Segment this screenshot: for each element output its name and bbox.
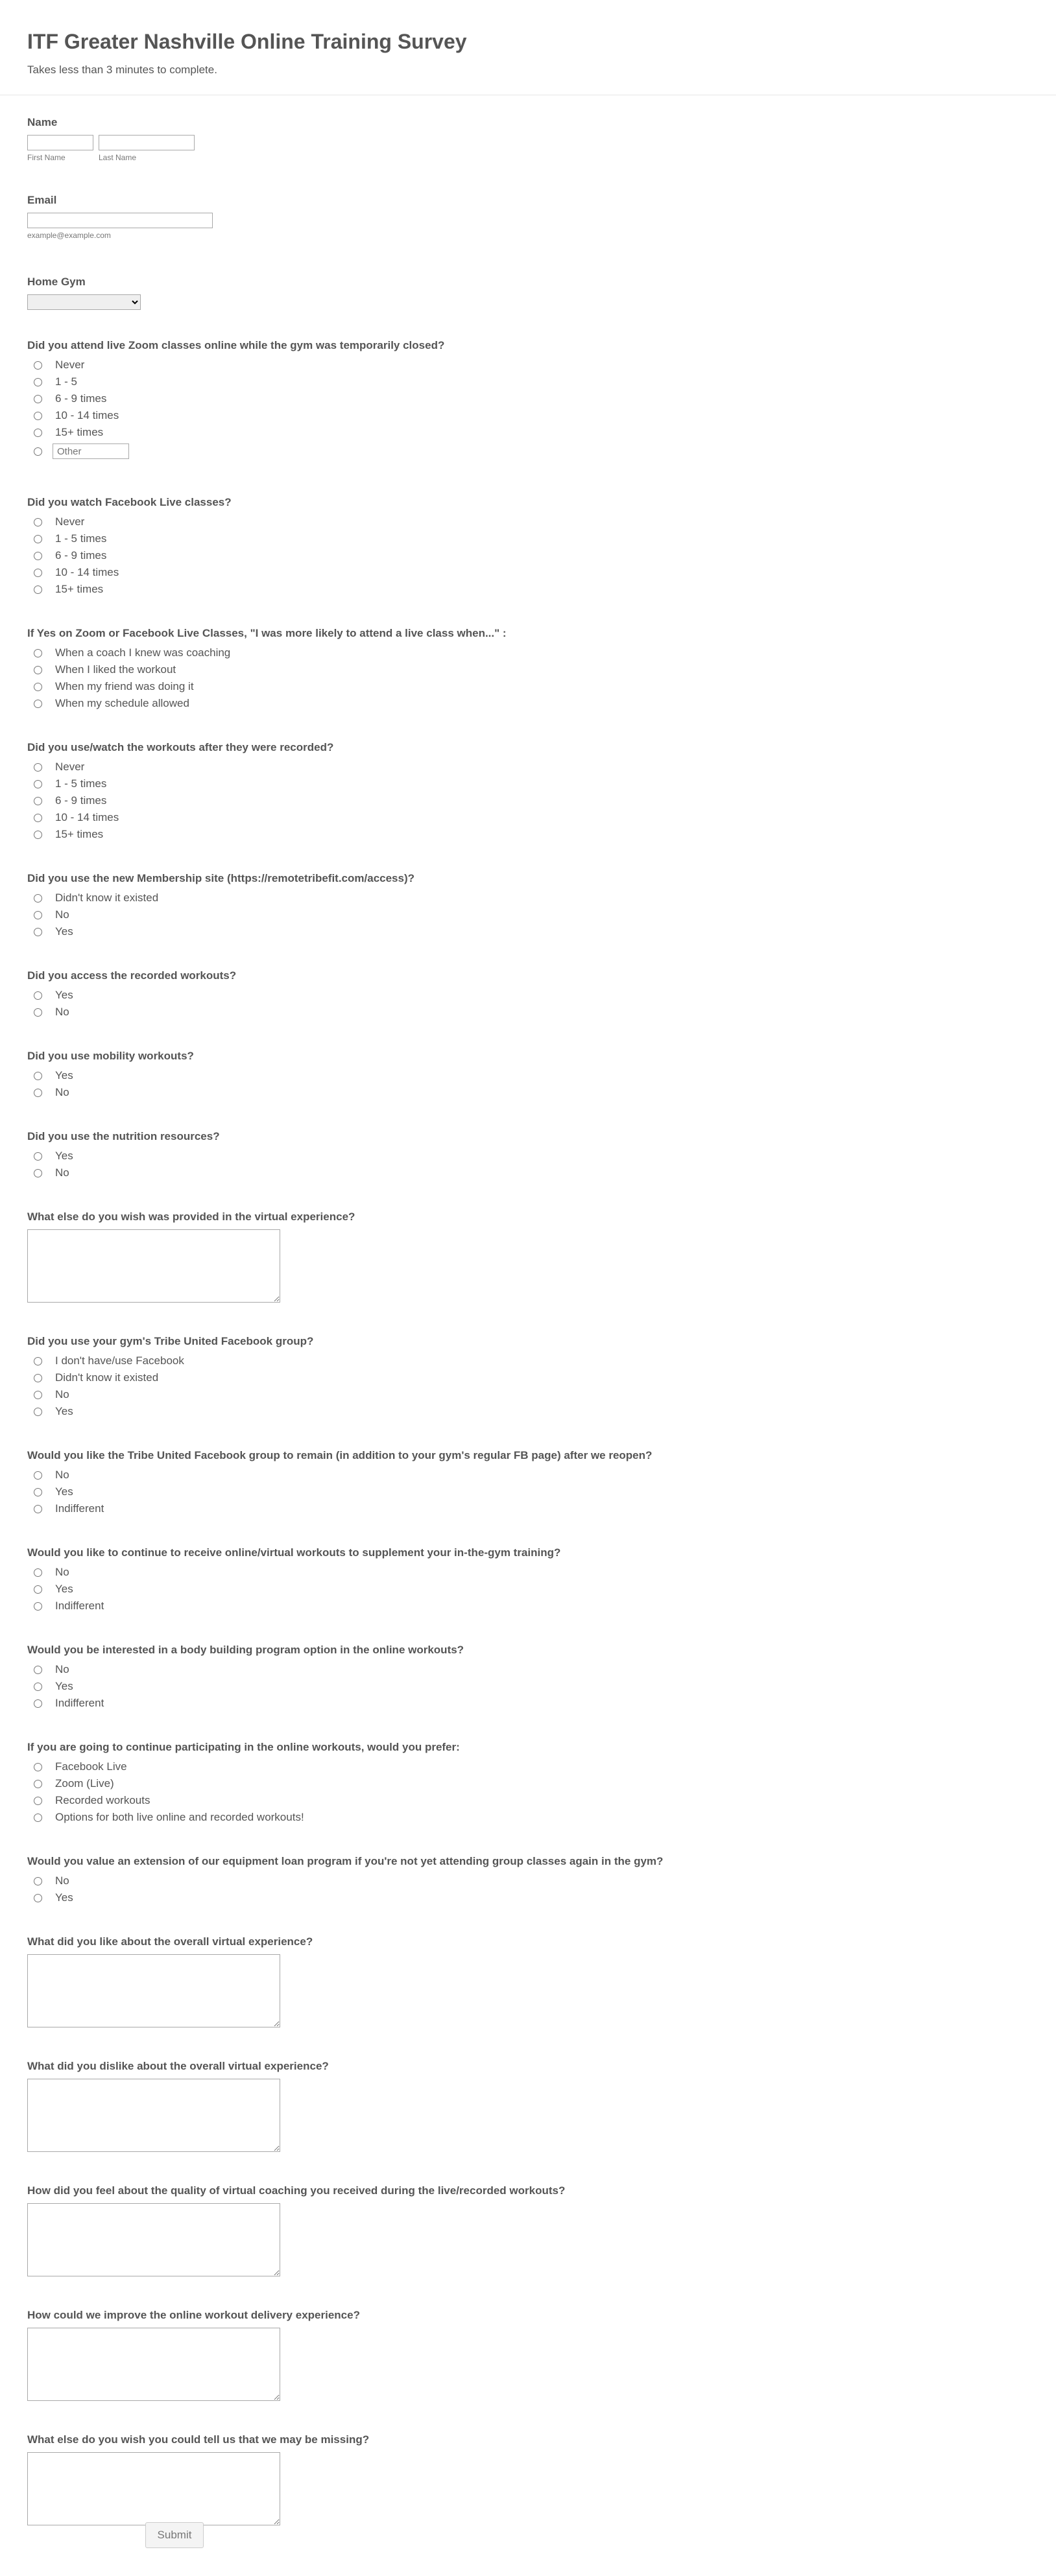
radio-option-label: Yes xyxy=(55,1680,73,1692)
radio-option[interactable] xyxy=(27,890,1026,906)
radio-option-label: When I liked the workout xyxy=(55,663,176,676)
radio-option[interactable] xyxy=(27,357,1026,373)
radio-option[interactable] xyxy=(27,826,1026,843)
radio-option-label: No xyxy=(55,1166,69,1179)
question-label: Did you use the new Membership site (https://remotetribefit.com/access)? xyxy=(27,872,415,884)
radio-button[interactable] xyxy=(34,763,42,772)
radio-option-label: 1 - 5 times xyxy=(55,532,107,545)
radio-button[interactable] xyxy=(34,780,42,788)
question-label: If you are going to continue participating in the online workouts, would you prefer: xyxy=(27,1741,460,1753)
radio-option-label: When a coach I knew was coaching xyxy=(55,646,231,659)
form-header xyxy=(27,29,1026,77)
radio-option[interactable] xyxy=(27,1775,1026,1792)
radio-option[interactable] xyxy=(27,1483,1026,1500)
radio-button[interactable] xyxy=(34,1072,42,1080)
radio-option[interactable] xyxy=(27,564,1026,581)
radio-option-label: Yes xyxy=(55,1485,73,1498)
radio-button[interactable] xyxy=(34,378,42,386)
name-field xyxy=(27,115,1026,162)
radio-option[interactable] xyxy=(27,1164,1026,1181)
radio-button[interactable] xyxy=(34,1357,42,1365)
radio-button[interactable] xyxy=(34,1683,42,1691)
page-title: ITF Greater Nashville Online Training Survey xyxy=(27,30,467,53)
radio-option[interactable] xyxy=(27,1467,1026,1483)
radio-button[interactable] xyxy=(34,894,42,903)
radio-button[interactable] xyxy=(34,1471,42,1480)
radio-option[interactable] xyxy=(27,514,1026,530)
radio-button[interactable] xyxy=(34,1089,42,1097)
radio-option[interactable] xyxy=(27,1004,1026,1021)
radio-option[interactable] xyxy=(27,1353,1026,1369)
coaching-quality-textarea[interactable] xyxy=(27,2203,280,2276)
radio-button[interactable] xyxy=(34,1666,42,1674)
radio-option[interactable] xyxy=(27,1369,1026,1386)
radio-option[interactable] xyxy=(27,1386,1026,1403)
radio-option[interactable] xyxy=(27,424,1026,441)
radio-option-label: No xyxy=(55,1874,69,1887)
radio-option-label: 10 - 14 times xyxy=(55,811,119,823)
radio-option-label: Never xyxy=(55,761,85,773)
question-label: What else do you wish was provided in the virtual experience? xyxy=(27,1211,355,1223)
question-label: Did you watch Facebook Live classes? xyxy=(27,496,232,508)
last-name-input[interactable] xyxy=(99,135,195,150)
question-group-remain xyxy=(27,1448,1026,1517)
question-body-building xyxy=(27,1643,1026,1712)
radio-button[interactable] xyxy=(34,666,42,674)
radio-button[interactable] xyxy=(34,1169,42,1177)
radio-option-label: I don't have/use Facebook xyxy=(55,1354,184,1367)
other-input[interactable] xyxy=(53,443,129,459)
radio-option[interactable] xyxy=(27,1678,1026,1695)
submit-button[interactable]: Submit xyxy=(145,2522,204,2548)
email-input[interactable] xyxy=(27,213,213,228)
radio-button[interactable] xyxy=(34,1780,42,1788)
email-sublabel: example@example.com xyxy=(27,231,111,240)
radio-option[interactable] xyxy=(27,1500,1026,1517)
radio-button[interactable] xyxy=(34,447,42,456)
radio-button[interactable] xyxy=(34,585,42,594)
question-tribe-group xyxy=(27,1334,1026,1420)
radio-option-label: Yes xyxy=(55,1891,73,1904)
radio-option[interactable] xyxy=(27,1661,1026,1678)
radio-option-label: No xyxy=(55,1388,69,1400)
radio-option-label: 1 - 5 xyxy=(55,375,78,388)
improve-textarea[interactable] xyxy=(27,2328,280,2401)
question-continue-online xyxy=(27,1546,1026,1614)
radio-button[interactable] xyxy=(34,1391,42,1399)
radio-option-label: Options for both live online and recorded workouts! xyxy=(55,1811,304,1823)
radio-button[interactable] xyxy=(34,1814,42,1822)
radio-button[interactable] xyxy=(34,814,42,822)
radio-button[interactable] xyxy=(34,1877,42,1885)
radio-button[interactable] xyxy=(34,1585,42,1594)
radio-option[interactable] xyxy=(27,644,1026,661)
radio-option[interactable] xyxy=(27,1758,1026,1775)
page-subtitle: Takes less than 3 minutes to complete. xyxy=(27,64,217,76)
question-label: Did you use the nutrition resources? xyxy=(27,1130,220,1142)
home-gym-field xyxy=(27,275,1026,310)
radio-button[interactable] xyxy=(34,1568,42,1577)
radio-option-label: Yes xyxy=(55,925,73,938)
question-membership-site xyxy=(27,871,1026,940)
question-label: Did you access the recorded workouts? xyxy=(27,969,237,982)
radio-option[interactable] xyxy=(27,759,1026,775)
radio-option-label: Didn't know it existed xyxy=(55,892,159,904)
radio-option-label: Yes xyxy=(55,1150,73,1162)
radio-option-label: Yes xyxy=(55,1069,73,1081)
radio-button[interactable] xyxy=(34,1488,42,1496)
radio-option-label: No xyxy=(55,1469,69,1481)
radio-option-label: When my schedule allowed xyxy=(55,697,189,709)
radio-option[interactable] xyxy=(27,1067,1026,1084)
radio-option[interactable] xyxy=(27,547,1026,564)
radio-option-label: 6 - 9 times xyxy=(55,794,107,807)
question-label: If Yes on Zoom or Facebook Live Classes, "I was more likely to attend a live class when..." : xyxy=(27,627,507,639)
question-prefer-format xyxy=(27,1740,1026,1826)
radio-option[interactable] xyxy=(27,530,1026,547)
radio-option-label: Yes xyxy=(55,989,73,1001)
radio-button[interactable] xyxy=(34,395,42,403)
radio-option[interactable] xyxy=(27,1792,1026,1809)
radio-button[interactable] xyxy=(34,649,42,657)
radio-option[interactable] xyxy=(27,1889,1026,1906)
radio-option-label: No xyxy=(55,908,69,921)
radio-button[interactable] xyxy=(34,1008,42,1017)
radio-option-label: 6 - 9 times xyxy=(55,392,107,405)
radio-option-label: Recorded workouts xyxy=(55,1794,150,1806)
radio-option[interactable] xyxy=(27,373,1026,390)
radio-option-label: 15+ times xyxy=(55,828,104,840)
radio-option-other[interactable] xyxy=(27,441,1026,462)
question-coaching-quality xyxy=(27,2184,1026,2280)
question-zoom-classes xyxy=(27,338,1026,462)
question-access-recorded xyxy=(27,969,1026,1021)
radio-option-label: Indifferent xyxy=(55,1697,104,1709)
radio-option[interactable] xyxy=(27,1564,1026,1581)
radio-button[interactable] xyxy=(34,569,42,577)
radio-option-label: No xyxy=(55,1663,69,1675)
radio-option[interactable] xyxy=(27,695,1026,712)
radio-option[interactable] xyxy=(27,775,1026,792)
question-likely-attend xyxy=(27,626,1026,712)
question-nutrition xyxy=(27,1129,1026,1181)
question-label: What did you like about the overall virtual experience? xyxy=(27,1935,313,1948)
radio-option[interactable] xyxy=(27,1809,1026,1826)
radio-button[interactable] xyxy=(34,911,42,919)
radio-button[interactable] xyxy=(34,518,42,526)
radio-button[interactable] xyxy=(34,1894,42,1902)
question-label: Would you be interested in a body building program option in the online workouts? xyxy=(27,1644,464,1656)
question-facebook-live xyxy=(27,495,1026,598)
radio-button[interactable] xyxy=(34,831,42,839)
radio-option[interactable] xyxy=(27,678,1026,695)
liked-textarea[interactable] xyxy=(27,1954,280,2027)
radio-button[interactable] xyxy=(34,1374,42,1382)
question-recorded-workouts xyxy=(27,740,1026,843)
radio-option[interactable] xyxy=(27,661,1026,678)
question-label: Would you value an extension of our equipment loan program if you're not yet attending group classes again in the gym? xyxy=(27,1855,664,1867)
radio-option[interactable] xyxy=(27,390,1026,407)
question-label: What did you dislike about the overall virtual experience? xyxy=(27,2060,329,2072)
radio-button[interactable] xyxy=(34,1152,42,1161)
radio-option-label: 10 - 14 times xyxy=(55,566,119,578)
radio-button[interactable] xyxy=(34,1797,42,1805)
disliked-textarea[interactable] xyxy=(27,2079,280,2152)
radio-option[interactable] xyxy=(27,1148,1026,1164)
email-label: Email xyxy=(27,194,57,206)
question-label: What else do you wish you could tell us that we may be missing? xyxy=(27,2433,370,2446)
question-label: Would you like the Tribe United Facebook group to remain (in addition to your gym's regular FB page) after we reopen? xyxy=(27,1449,653,1461)
radio-option-label: Indifferent xyxy=(55,1502,104,1515)
home-gym-label: Home Gym xyxy=(27,276,86,288)
question-label: Did you use/watch the workouts after they were recorded? xyxy=(27,741,334,753)
question-missing xyxy=(27,2433,1026,2529)
radio-option[interactable] xyxy=(27,1084,1026,1101)
wish-provided-textarea[interactable] xyxy=(27,1229,280,1303)
question-label: How could we improve the online workout delivery experience? xyxy=(27,2309,360,2321)
radio-option[interactable] xyxy=(27,809,1026,826)
question-mobility xyxy=(27,1049,1026,1101)
name-label: Name xyxy=(27,116,58,128)
radio-option-label: Indifferent xyxy=(55,1600,104,1612)
radio-button[interactable] xyxy=(34,1408,42,1416)
question-label: Did you use your gym's Tribe United Facebook group? xyxy=(27,1335,314,1347)
radio-button[interactable] xyxy=(34,361,42,370)
radio-button[interactable] xyxy=(34,797,42,805)
radio-option-label: Yes xyxy=(55,1583,73,1595)
radio-option[interactable] xyxy=(27,1873,1026,1889)
radio-option[interactable] xyxy=(27,792,1026,809)
question-label: Did you attend live Zoom classes online while the gym was temporarily closed? xyxy=(27,339,445,351)
radio-option-label: 10 - 14 times xyxy=(55,409,119,421)
radio-button[interactable] xyxy=(34,1763,42,1771)
radio-button[interactable] xyxy=(34,683,42,691)
radio-option-label: Zoom (Live) xyxy=(55,1777,114,1790)
question-disliked xyxy=(27,2059,1026,2155)
radio-option-label: 15+ times xyxy=(55,583,104,595)
radio-option[interactable] xyxy=(27,923,1026,940)
radio-button[interactable] xyxy=(34,928,42,936)
question-label: How did you feel about the quality of virtual coaching you received during the live/recorded workouts? xyxy=(27,2184,566,2197)
radio-option[interactable] xyxy=(27,1598,1026,1614)
last-name-sublabel: Last Name xyxy=(99,153,137,162)
missing-textarea[interactable] xyxy=(27,2452,280,2525)
question-label: Would you like to continue to receive online/virtual workouts to supplement your in-the-gym training? xyxy=(27,1546,561,1559)
radio-option-label: Facebook Live xyxy=(55,1760,127,1773)
radio-option-label: 1 - 5 times xyxy=(55,777,107,790)
radio-option-label: 6 - 9 times xyxy=(55,549,107,561)
radio-button[interactable] xyxy=(34,700,42,708)
radio-option-label: Yes xyxy=(55,1405,73,1417)
first-name-sublabel: First Name xyxy=(27,153,66,162)
question-liked xyxy=(27,1935,1026,2031)
first-name-input[interactable] xyxy=(27,135,93,150)
question-improve xyxy=(27,2308,1026,2404)
radio-option-label: No xyxy=(55,1566,69,1578)
question-label: Did you use mobility workouts? xyxy=(27,1050,194,1062)
radio-option-label: No xyxy=(55,1006,69,1018)
radio-option-label: No xyxy=(55,1086,69,1098)
home-gym-select[interactable] xyxy=(27,294,141,310)
question-wish-provided xyxy=(27,1210,1026,1306)
radio-button[interactable] xyxy=(34,552,42,560)
radio-button[interactable] xyxy=(34,535,42,543)
radio-option[interactable] xyxy=(27,1581,1026,1598)
radio-button[interactable] xyxy=(34,1699,42,1708)
radio-option-label: When my friend was doing it xyxy=(55,680,194,692)
radio-option[interactable] xyxy=(27,1695,1026,1712)
radio-option[interactable] xyxy=(27,1403,1026,1420)
radio-button[interactable] xyxy=(34,1602,42,1611)
radio-option[interactable] xyxy=(27,407,1026,424)
radio-button[interactable] xyxy=(34,429,42,437)
radio-option[interactable] xyxy=(27,987,1026,1004)
radio-option[interactable] xyxy=(27,906,1026,923)
email-field xyxy=(27,193,1026,240)
radio-option[interactable] xyxy=(27,581,1026,598)
radio-option-label: 15+ times xyxy=(55,426,104,438)
radio-button[interactable] xyxy=(34,412,42,420)
radio-option-label: Never xyxy=(55,515,85,528)
radio-option-label: Never xyxy=(55,359,85,371)
radio-button[interactable] xyxy=(34,991,42,1000)
question-equipment-loan xyxy=(27,1854,1026,1906)
radio-button[interactable] xyxy=(34,1505,42,1513)
radio-option-label: Didn't know it existed xyxy=(55,1371,159,1384)
